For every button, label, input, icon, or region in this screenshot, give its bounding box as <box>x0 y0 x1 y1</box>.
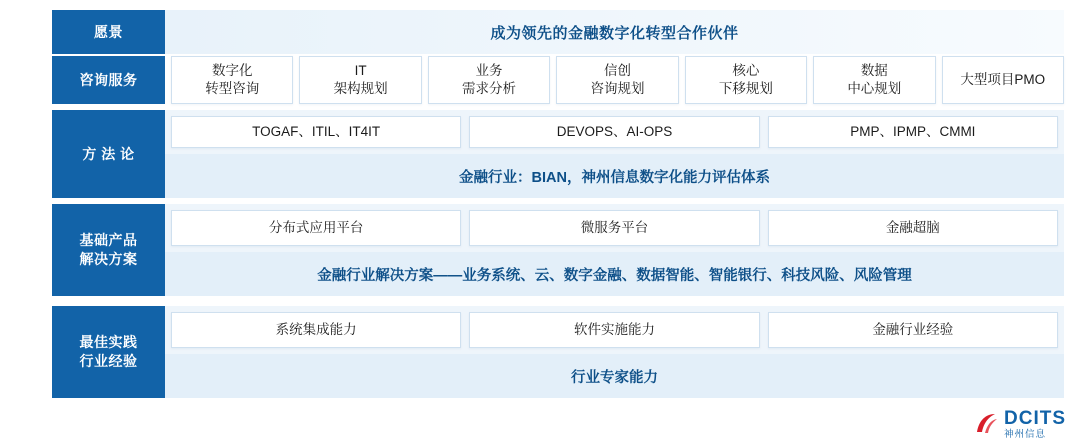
company-logo <box>973 409 1066 440</box>
methodology-content <box>165 110 1064 198</box>
vision-row <box>52 10 1064 54</box>
consulting-services-label: 咨询服务 <box>52 56 165 104</box>
vision-row-label: 愿景 <box>52 10 165 54</box>
base-products-cell: 金融超脑 <box>768 210 1058 246</box>
base-products-cell: 分布式应用平台 <box>171 210 461 246</box>
consulting-cell: 数据 中心规划 <box>813 56 935 104</box>
base-products-cells <box>165 204 1064 252</box>
logo-text <box>1004 409 1066 440</box>
logo-text-cn: 神州信息 <box>1004 428 1047 440</box>
best-practice-cell: 软件实施能力 <box>469 312 759 348</box>
methodology-cell: TOGAF、ITIL、IT4IT <box>171 116 461 148</box>
methodology-cells <box>165 110 1064 154</box>
best-practice-cell: 金融行业经验 <box>768 312 1058 348</box>
best-practice-strip: 行业专家能力 <box>165 354 1064 398</box>
dcits-mark-icon <box>973 411 999 437</box>
consulting-services-cells <box>171 56 1064 104</box>
best-practice-content <box>165 306 1064 398</box>
base-products-label: 基础产品 解决方案 <box>52 204 165 296</box>
methodology-label: 方 法 论 <box>52 110 165 198</box>
consulting-cell: 业务 需求分析 <box>428 56 550 104</box>
base-products-row <box>52 204 1064 296</box>
logo-text-en: DCITS <box>1004 407 1066 429</box>
vision-statement: 成为领先的金融数字化转型合作伙伴 <box>165 10 1064 54</box>
consulting-cell: 信创 咨询规划 <box>556 56 678 104</box>
base-products-cell: 微服务平台 <box>469 210 759 246</box>
methodology-cell: DEVOPS、AI-OPS <box>469 116 759 148</box>
best-practice-cell: 系统集成能力 <box>171 312 461 348</box>
methodology-strip: 金融行业：BIAN，神州信息数字化能力评估体系 <box>165 154 1064 198</box>
consulting-cell: 数字化 转型咨询 <box>171 56 293 104</box>
best-practice-row <box>52 306 1064 398</box>
methodology-cell: PMP、IPMP、CMMI <box>768 116 1058 148</box>
consulting-cell: IT 架构规划 <box>299 56 421 104</box>
consulting-cell: 大型项目PMO <box>942 56 1064 104</box>
consulting-cell: 核心 下移规划 <box>685 56 807 104</box>
base-products-strip: 金融行业解决方案——业务系统、云、数字金融、数据智能、智能银行、科技风险、风险管理 <box>165 252 1064 296</box>
best-practice-label: 最佳实践 行业经验 <box>52 306 165 398</box>
best-practice-cells <box>165 306 1064 354</box>
methodology-row <box>52 110 1064 198</box>
consulting-services-row <box>52 56 1064 104</box>
base-products-content <box>165 204 1064 296</box>
